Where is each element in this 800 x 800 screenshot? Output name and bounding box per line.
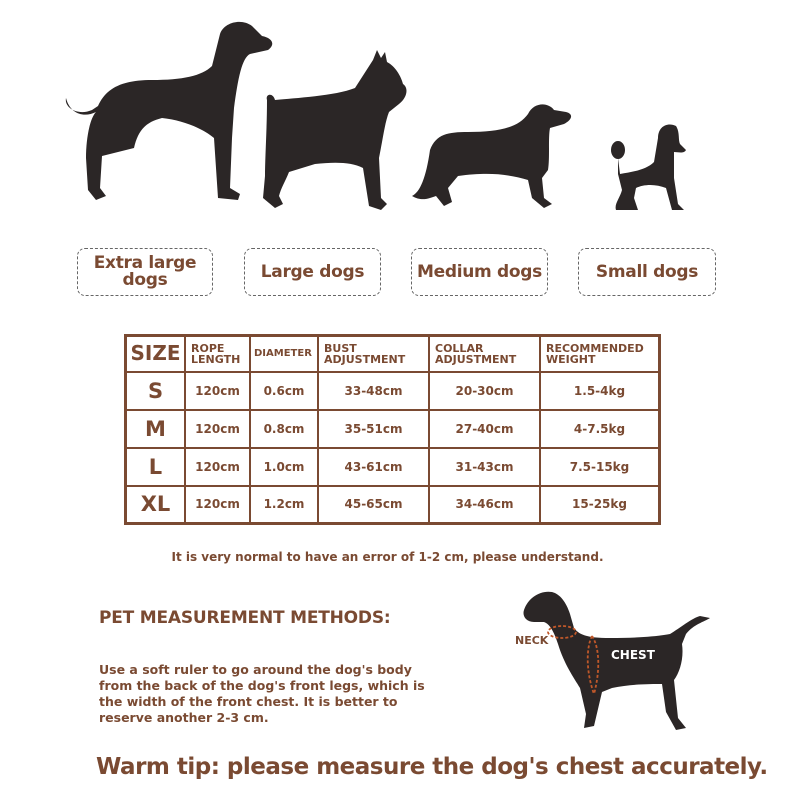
category-large bbox=[244, 248, 381, 296]
cell-weight: 4-7.5kg bbox=[540, 410, 660, 448]
size-table bbox=[124, 334, 661, 525]
header-diameter: DIAMETER bbox=[250, 336, 318, 372]
header-collar: COLLAR ADJUSTMENT bbox=[429, 336, 540, 372]
table-row bbox=[126, 486, 660, 524]
cell-bust: 33-48cm bbox=[318, 372, 429, 410]
cell-bust: 35-51cm bbox=[318, 410, 429, 448]
table-row bbox=[126, 410, 660, 448]
header-weight: RECOMMENDED WEIGHT bbox=[540, 336, 660, 372]
category-label: Extra large bbox=[93, 253, 197, 273]
category-label: Small dogs bbox=[595, 261, 699, 282]
table-row bbox=[126, 448, 660, 486]
table-row bbox=[126, 372, 660, 410]
error-note: It is very normal to have an error of 1-2 cm, please understand. bbox=[171, 550, 604, 564]
small-dog-icon bbox=[608, 118, 688, 213]
neck-label: NECK bbox=[515, 634, 549, 647]
cell-collar: 31-43cm bbox=[429, 448, 540, 486]
cell-diameter: 1.2cm bbox=[250, 486, 318, 524]
measurement-title: PET MEASUREMENT METHODS: bbox=[99, 608, 391, 628]
extra-large-dog-icon bbox=[62, 18, 277, 208]
cell-rope-length: 120cm bbox=[185, 486, 250, 524]
category-small bbox=[578, 248, 716, 296]
category-extra-large bbox=[77, 248, 213, 296]
table-header-row bbox=[126, 336, 660, 372]
cell-weight: 1.5-4kg bbox=[540, 372, 660, 410]
category-medium bbox=[411, 248, 548, 296]
medium-dog-icon bbox=[408, 98, 578, 213]
measuring-dog-icon bbox=[520, 588, 715, 738]
cell-size: XL bbox=[126, 486, 186, 524]
measurement-instructions: Use a soft ruler to go around the dog's body from the back of the dog's front legs, which is the width of the front chest. It is better to reserve another 2-3 cm. bbox=[99, 662, 425, 725]
header-rope-length: ROPE LENGTH bbox=[185, 336, 250, 372]
header-bust: BUST ADJUSTMENT bbox=[318, 336, 429, 372]
cell-collar: 20-30cm bbox=[429, 372, 540, 410]
cell-size: S bbox=[126, 372, 186, 410]
category-label: Medium dogs bbox=[416, 261, 542, 282]
cell-weight: 7.5-15kg bbox=[540, 448, 660, 486]
header-size: SIZE bbox=[126, 336, 186, 372]
cell-weight: 15-25kg bbox=[540, 486, 660, 524]
cell-size: L bbox=[126, 448, 186, 486]
cell-bust: 45-65cm bbox=[318, 486, 429, 524]
cell-diameter: 0.6cm bbox=[250, 372, 318, 410]
cell-collar: 34-46cm bbox=[429, 486, 540, 524]
warm-tip: Warm tip: please measure the dog's chest accurately. bbox=[96, 754, 768, 780]
cell-diameter: 1.0cm bbox=[250, 448, 318, 486]
cell-diameter: 0.8cm bbox=[250, 410, 318, 448]
category-label: Large dogs bbox=[260, 261, 365, 282]
chest-label: CHEST bbox=[611, 648, 655, 662]
large-dog-icon bbox=[255, 48, 415, 213]
cell-bust: 43-61cm bbox=[318, 448, 429, 486]
cell-rope-length: 120cm bbox=[185, 448, 250, 486]
cell-rope-length: 120cm bbox=[185, 410, 250, 448]
cell-rope-length: 120cm bbox=[185, 372, 250, 410]
cell-size: M bbox=[126, 410, 186, 448]
cell-collar: 27-40cm bbox=[429, 410, 540, 448]
category-label: dogs bbox=[122, 270, 168, 290]
